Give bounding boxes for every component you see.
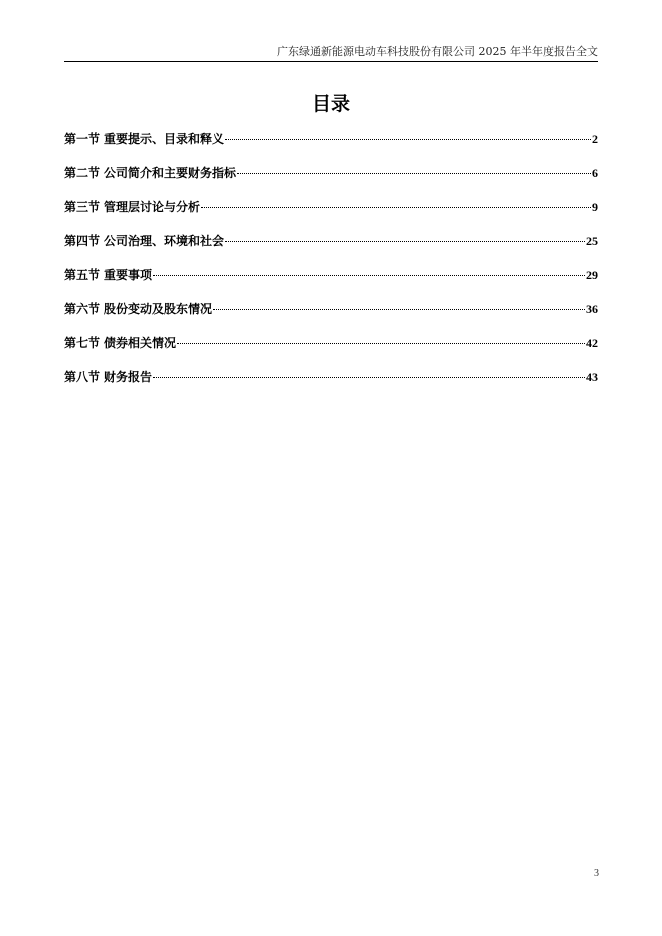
toc-section-number: 第三节 (64, 200, 101, 214)
toc-section-number: 第四节 (64, 234, 101, 248)
toc-section-number: 第六节 (64, 302, 101, 316)
toc-page-number: 6 (592, 166, 598, 180)
toc-entry-section-4[interactable] (64, 233, 598, 267)
toc-section-name: 债券相关情况 (104, 336, 177, 350)
toc-leader-dots (237, 173, 591, 174)
toc-entry-label (64, 267, 152, 283)
toc-section-name: 财务报告 (104, 370, 153, 384)
toc-section-number: 第八节 (64, 370, 101, 384)
toc-leader-dots (201, 207, 591, 208)
toc-page-number: 29 (586, 268, 598, 282)
toc-leader-dots (225, 241, 585, 242)
toc-page-number: 42 (586, 336, 598, 350)
toc-section-name: 公司治理、环境和社会 (104, 234, 225, 248)
page-number: 3 (594, 868, 599, 879)
toc-section-name: 公司简介和主要财务指标 (104, 166, 237, 180)
toc-page-number: 36 (586, 302, 598, 316)
toc-entry-section-8[interactable] (64, 369, 598, 403)
toc-leader-dots (225, 139, 591, 140)
toc-leader-dots (213, 309, 585, 310)
toc-leader-dots (177, 343, 585, 344)
toc-entry-section-6[interactable] (64, 301, 598, 335)
toc-section-name: 管理层讨论与分析 (104, 200, 201, 214)
toc-section-name: 重要事项 (104, 268, 153, 282)
toc-entry-section-3[interactable] (64, 199, 598, 233)
toc-leader-dots (153, 377, 585, 378)
table-of-contents (64, 131, 598, 403)
toc-page-number: 43 (586, 370, 598, 384)
toc-section-name: 股份变动及股东情况 (104, 302, 213, 316)
toc-entry-label (64, 369, 152, 385)
toc-leader-dots (153, 275, 585, 276)
toc-entry-section-2[interactable] (64, 165, 598, 199)
toc-entry-label (64, 233, 224, 249)
toc-page-number: 2 (592, 132, 598, 146)
toc-section-number: 第二节 (64, 166, 101, 180)
toc-section-number: 第五节 (64, 268, 101, 282)
page-header (64, 46, 598, 62)
toc-title: 目录 (311, 93, 350, 115)
toc-page-number: 25 (586, 234, 598, 248)
toc-entry-section-5[interactable] (64, 267, 598, 301)
toc-section-number: 第一节 (64, 132, 101, 146)
toc-entry-label (64, 131, 224, 147)
toc-entry-label (64, 301, 212, 317)
toc-page-number: 9 (592, 200, 598, 214)
toc-entry-label (64, 199, 200, 215)
toc-entry-label (64, 165, 236, 181)
toc-entry-section-1[interactable] (64, 131, 598, 165)
report-title: 广东绿通新能源电动车科技股份有限公司 2025 年半年度报告全文 (277, 45, 598, 58)
toc-section-number: 第七节 (64, 336, 101, 350)
toc-entry-label (64, 335, 176, 351)
toc-entry-section-7[interactable] (64, 335, 598, 369)
toc-section-name: 重要提示、目录和释义 (104, 132, 225, 146)
